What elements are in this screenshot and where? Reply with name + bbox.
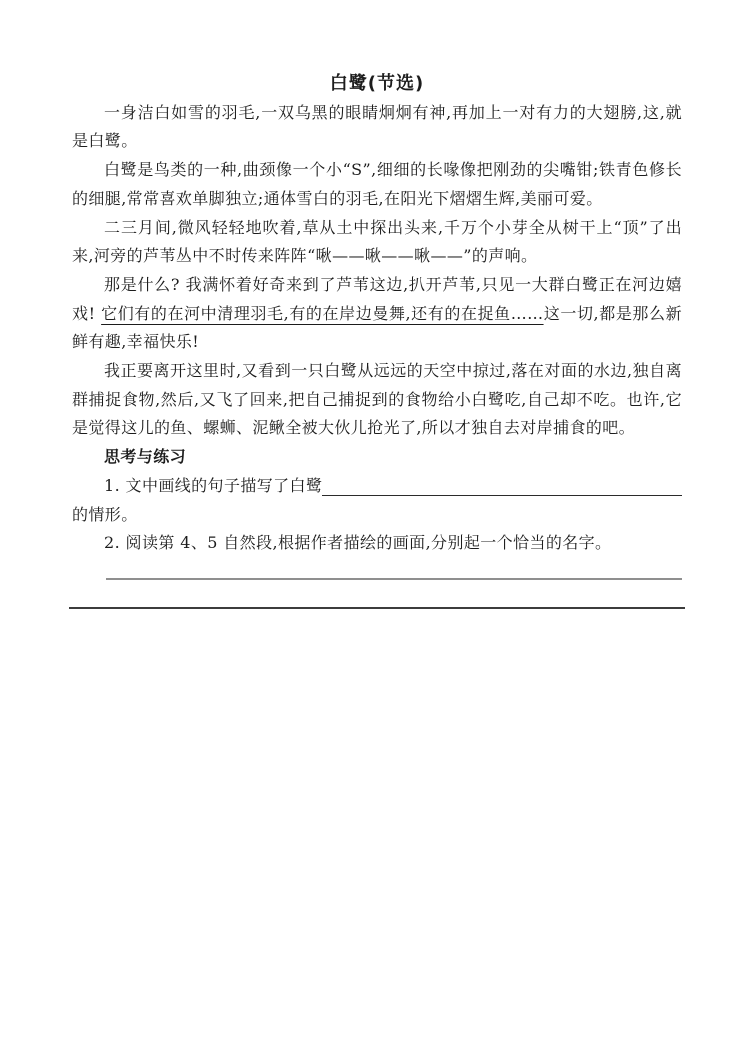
question-1 bbox=[72, 472, 682, 501]
answer-line-1 bbox=[106, 578, 682, 580]
passage-paragraph-4 bbox=[72, 271, 682, 357]
passage-paragraph-2: 白鹭是鸟类的一种,曲颈像一个小“S”,细细的长喙像把刚劲的尖嘴钳;铁青色修长的细腿,常常喜欢单脚独立;通体雪白的羽毛,在阳光下熠熠生辉,美丽可爱。 bbox=[72, 160, 682, 208]
passage-paragraph-5: 我正要离开这里时,又看到一只白鹭从远远的天空中掠过,落在对面的水边,独自离群捕捉食物,然后,又飞了回来,把自己捕捉到的食物给小白鹭吃,自己却不吃。也许,它是觉得这儿的鱼、螺蛳、泥鳅全被大伙儿抢光了,所以才独自去对岸捕食的吧。 bbox=[72, 361, 682, 438]
exercise-heading: 思考与练习 bbox=[104, 447, 187, 467]
question-1-text: 1. 文中画线的句子描写了白鹭 bbox=[104, 475, 323, 495]
answer-line-2 bbox=[69, 607, 685, 609]
question-1-continuation: 的情形。 bbox=[72, 504, 138, 524]
paragraph-4-tail: 这一切,都是那么新鲜有趣,幸福快乐! bbox=[72, 303, 683, 352]
paragraph-4-lead: 那是什么? 我满怀着好奇来到了芦苇这边,扒开芦苇,只见一大群白鹭正在河边嬉戏! bbox=[72, 274, 682, 323]
underlined-sentence: 它们有的在河中清理羽毛,有的在岸边曼舞,还有的在捉鱼…… bbox=[101, 303, 544, 323]
worksheet-content bbox=[72, 70, 682, 609]
question-1-fill-blank bbox=[322, 495, 682, 496]
passage-title: 白鹭(节选) bbox=[329, 73, 425, 94]
question-2: 2. 阅读第 4、5 自然段,根据作者描绘的画面,分别起一个恰当的名字。 bbox=[104, 533, 612, 553]
passage-paragraph-1: 一身洁白如雪的羽毛,一双乌黑的眼睛炯炯有神,再加上一对有力的大翅膀,这,就是白鹭。 bbox=[72, 102, 682, 151]
passage-paragraph-3: 二三月间,微风轻轻地吹着,草从土中探出头来,千万个小芽全从树干上“顶”了出来,河旁的芦苇丛中不时传来阵阵“啾——啾——啾——”的声响。 bbox=[72, 217, 682, 266]
